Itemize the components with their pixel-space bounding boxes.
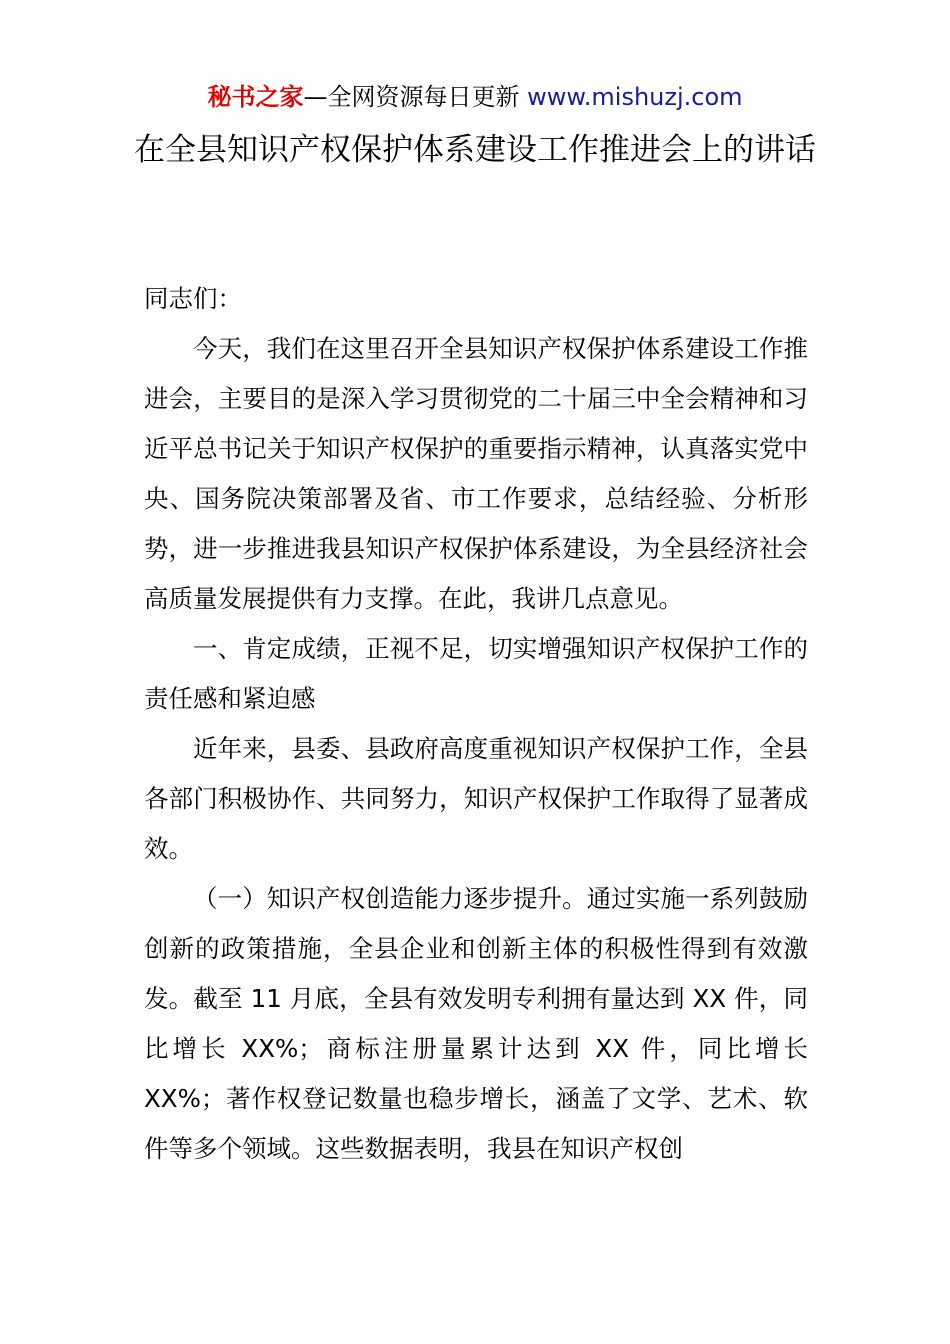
site-brand: 秘书之家 <box>207 83 304 111</box>
paragraph-achievements: 近年来，县委、县政府高度重视知识产权保护工作，全县各部门积极协作、共同努力，知识产权保护工作取得了显著成效。 <box>144 734 808 863</box>
paragraph-subsection-1: （一）知识产权创造能力逐步提升。通过实施一系列鼓励创新的政策措施，全县企业和创新主体的积极性得到有效激发。截至 11 月底，全县有效发明专利拥有量达到 XX 件，同比增长 XX%；商标注册量累计达到 XX 件，同比增长 XX%；著作权登记数量也稳步增长，涵盖了文学、艺术、软件等多个领域。这些数据表明，我县在知识产权创 <box>144 884 808 1163</box>
paragraph-intro: 今天，我们在这里召开全县知识产权保护体系建设工作推进会，主要目的是深入学习贯彻党的二十届三中全会精神和习近平总书记关于知识产权保护的重要指示精神，认真落实党中央、国务院决策部署及省、市工作要求，总结经验、分析形势，进一步推进我县知识产权保护体系建设，为全县经济社会高质量发展提供有力支撑。在此，我讲几点意见。 <box>144 334 808 613</box>
document-body <box>144 274 808 1174</box>
site-url-link[interactable]: www.mishuzj.com <box>527 83 743 111</box>
site-tagline: —全网资源每日更新 <box>303 83 528 111</box>
site-header <box>0 80 950 114</box>
salutation: 同志们： <box>144 284 242 313</box>
section-heading-1: 一、肯定成绩，正视不足，切实增强知识产权保护工作的责任感和紧迫感 <box>144 634 808 713</box>
document-title: 在全县知识产权保护体系建设工作推进会上的讲话 <box>134 132 816 168</box>
